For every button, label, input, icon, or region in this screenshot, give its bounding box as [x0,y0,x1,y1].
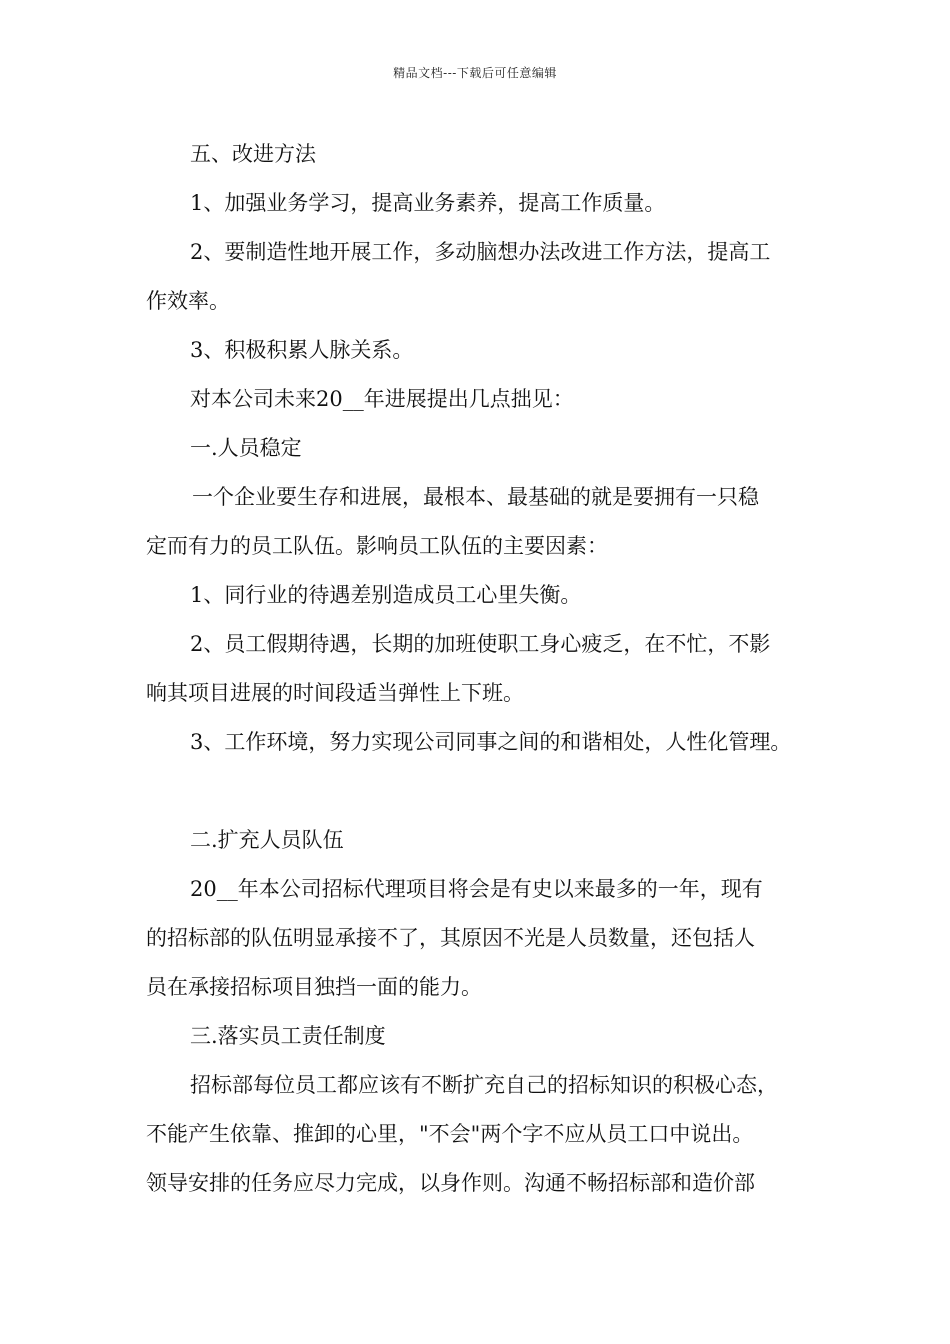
section-heading-expand-team: 二.扩充人员队伍 [190,828,344,852]
document-body [146,130,816,1208]
paragraph-factor-3: 3、工作环境，努力实现公司同事之间的和谐相处，人性化管理。 [190,730,792,754]
paragraph-stability: 一个企业要生存和进展，最根本、最基础的就是要拥有一只稳 定而有力的员工队伍。影响员工队伍的主要因素： [146,485,759,558]
paragraph-factor-2: 2、员工假期待遇，长期的加班使职工身心疲乏，在不忙，不影 响其项目进展的时间段适当弹性上下班。 [146,632,771,705]
paragraph-improve-1: 1、加强业务学习，提高业务素养，提高工作质量。 [190,191,666,215]
blank-line [146,767,816,816]
paragraph-responsibility: 招标部每位员工都应该有不断扩充自己的招标知识的积极心态， 不能产生依靠、推卸的心里，"不会"两个字不应从员工口中说出。 领导安排的任务应尽力完成，以身作则。沟通不畅招标部和造价部 [146,1073,778,1195]
paragraph-expand-team: 20__年本公司招标代理项目将会是有史以来最多的一年，现有 的招标部的队伍明显承接不了，其原因不光是人员数量，还包括人 员在承接招标项目独挡一面的能力。 [146,877,763,999]
paragraph-improve-2: 2、要制造性地开展工作，多动脑想办法改进工作方法，提高工 作效率。 [146,240,771,313]
section-heading-improvement: 五、改进方法 [190,142,316,166]
paragraph-intro-suggestions: 对本公司未来20__年进展提出几点拙见： [190,387,574,411]
paragraph-factor-1: 1、同行业的待遇差别造成员工心里失衡。 [190,583,582,607]
paragraph-improve-3: 3、积极积累人脉关系。 [190,338,414,362]
section-heading-staff-stability: 一.人员稳定 [190,436,302,460]
page-header: 精品文档---下载后可任意编辑 [393,66,557,80]
section-heading-responsibility: 三.落实员工责任制度 [190,1024,386,1048]
